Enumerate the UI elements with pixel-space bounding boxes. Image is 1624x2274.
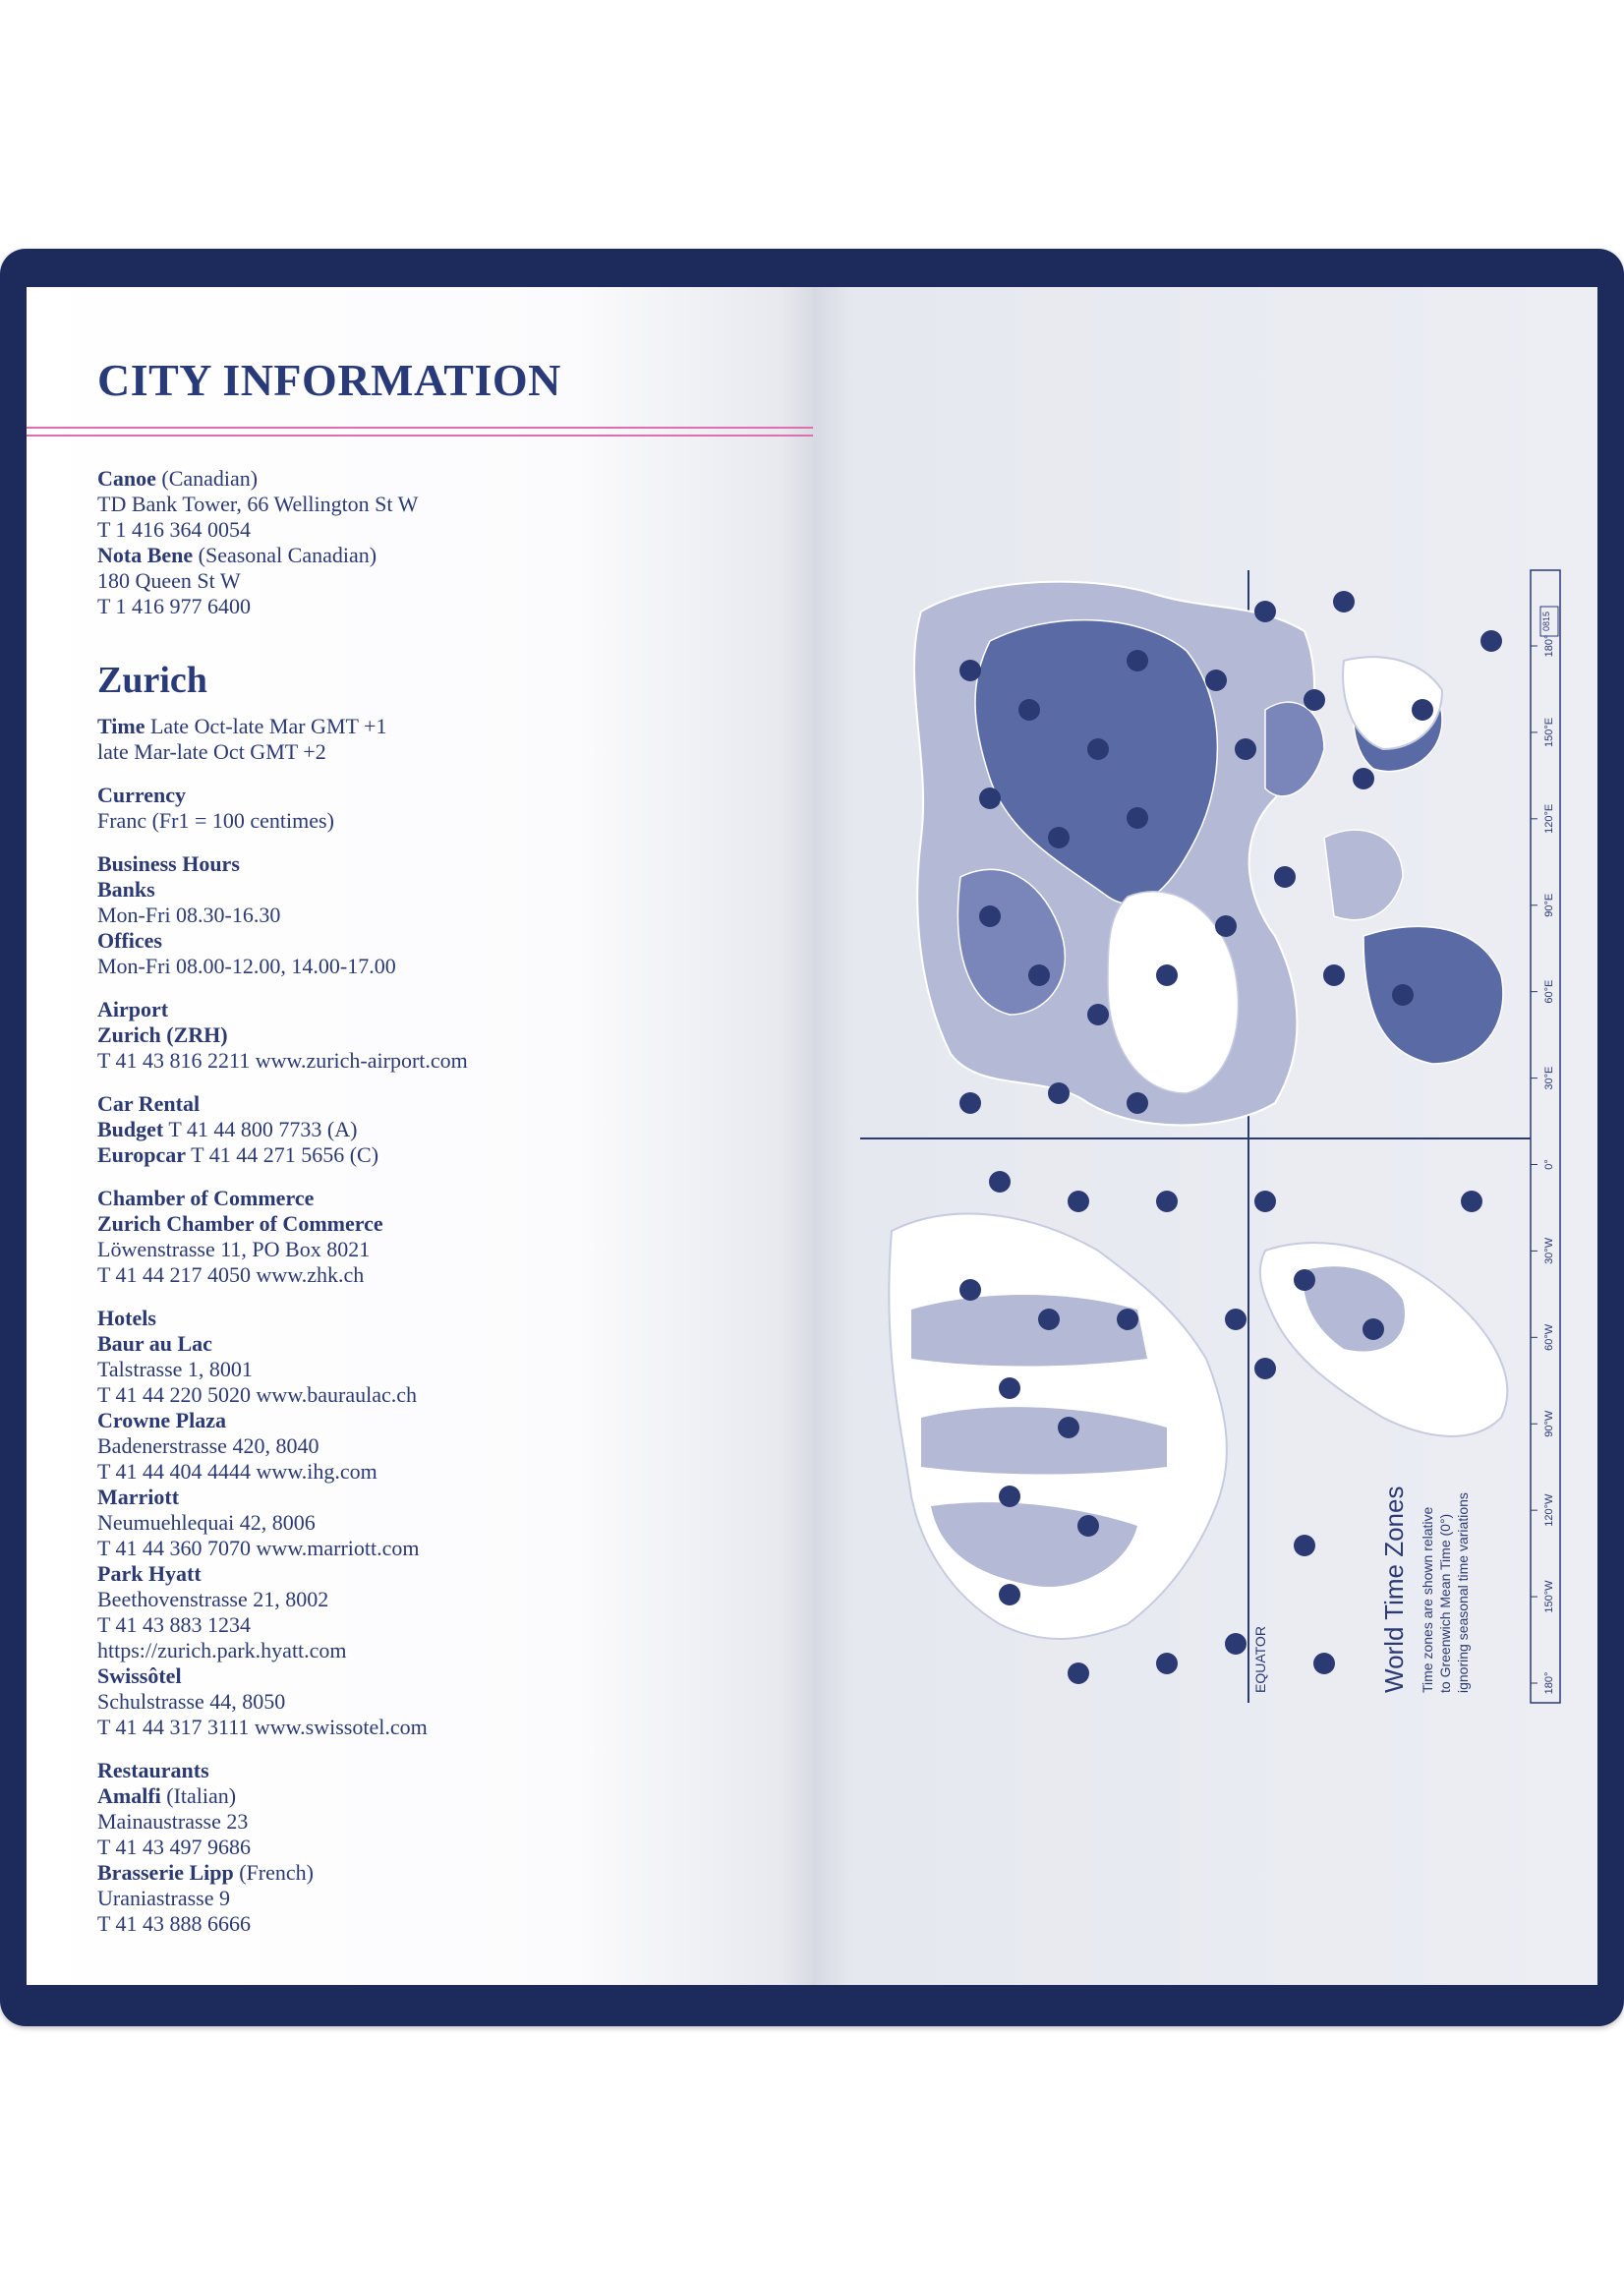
nota-bene-address: 180 Queen St W <box>97 568 241 593</box>
car-rental-label: Car Rental <box>97 1091 201 1116</box>
landmass-old-world <box>914 582 1503 1126</box>
chamber-address: Löwenstrasse 11, PO Box 8021 <box>97 1237 371 1261</box>
restaurant-name-row: Brasserie Lipp (French) <box>97 1860 314 1885</box>
longitude-scale-ticks <box>1531 635 1555 1695</box>
map-svg <box>813 287 1597 1985</box>
equator-label: EQUATOR <box>1252 1626 1268 1693</box>
canoe-address: TD Bank Tower, 66 Wellington St W <box>97 492 419 516</box>
listing-canoe: Canoe (Canadian) <box>97 466 259 491</box>
banks-label: Banks <box>97 877 155 902</box>
heading-rule-bottom <box>27 435 813 437</box>
right-page <box>813 287 1597 1985</box>
scale-tick-label: 180° <box>1543 1671 1555 1695</box>
map-caption-1: Time zones are shown relative <box>1420 1506 1435 1693</box>
banks-hours: Mon-Fri 08.30-16.30 <box>97 903 281 927</box>
hotel-address: Neumuehlequai 42, 8006 <box>97 1510 316 1535</box>
scale-tick-label: 30°W <box>1543 1237 1555 1264</box>
currency-label: Currency <box>97 783 187 807</box>
hotel-contact: T 41 44 404 4444 www.ihg.com <box>97 1459 377 1484</box>
heading-rule-top <box>27 427 813 429</box>
map-caption-2: to Greenwich Mean Time (0°) <box>1437 1513 1453 1693</box>
airport-contact: T 41 43 816 2211 www.zurich-airport.com <box>97 1048 468 1073</box>
restaurant-contact: T 41 43 497 9686 <box>97 1835 252 1859</box>
restaurant-contact: T 41 43 888 6666 <box>97 1911 252 1936</box>
restaurants-label: Restaurants <box>97 1758 209 1782</box>
scale-tick-label: 180° <box>1543 634 1555 658</box>
city-info-column <box>97 466 776 1937</box>
hotel-address: Schulstrasse 44, 8050 <box>97 1689 286 1714</box>
chamber-name: Zurich Chamber of Commerce <box>97 1211 383 1236</box>
city-title: Zurich <box>97 660 207 701</box>
hotel-contact: T 41 44 317 3111 www.swissotel.com <box>97 1715 428 1739</box>
car-rental-europcar: Europcar T 41 44 271 5656 (C) <box>97 1142 379 1167</box>
hotel-address: Talstrasse 1, 8001 <box>97 1357 253 1381</box>
hotel-contact: T 41 44 360 7070 www.marriott.com <box>97 1536 420 1560</box>
restaurant-name-row: Amalfi (Italian) <box>97 1783 237 1808</box>
time-row: Time Late Oct-late Mar GMT +1 <box>97 714 387 738</box>
hotel-name: Swissôtel <box>97 1663 182 1688</box>
hotel-name: Park Hyatt <box>97 1561 202 1586</box>
offices-hours: Mon-Fri 08.00-12.00, 14.00-17.00 <box>97 954 396 978</box>
hotel-name: Marriott <box>97 1485 180 1509</box>
scale-tick-label: 60°E <box>1543 979 1555 1004</box>
time-summer: late Mar-late Oct GMT +2 <box>97 739 326 764</box>
scale-tick-label: 90°E <box>1543 893 1555 917</box>
hotel-name: Baur au Lac <box>97 1331 212 1356</box>
canoe-phone: T 1 416 364 0054 <box>97 517 252 542</box>
scale-tick-label: 150°E <box>1543 717 1555 747</box>
hotel-contact: T 41 44 220 5020 www.bauraulac.ch <box>97 1382 418 1407</box>
restaurant-address: Mainaustrasse 23 <box>97 1809 249 1834</box>
hotels-label: Hotels <box>97 1306 156 1330</box>
scale-tick-label: 120°W <box>1543 1493 1555 1527</box>
left-page <box>27 287 813 1985</box>
scale-tick-label: 30°E <box>1543 1066 1555 1090</box>
hotel-address: Beethovenstrasse 21, 8002 <box>97 1587 329 1611</box>
hotel-website: https://zurich.park.hyatt.com <box>97 1638 347 1662</box>
chamber-label: Chamber of Commerce <box>97 1186 315 1210</box>
nota-bene-phone: T 1 416 977 6400 <box>97 594 252 618</box>
restaurant-address: Uraniastrasse 9 <box>97 1886 231 1910</box>
listing-nota-bene: Nota Bene (Seasonal Canadian) <box>97 543 377 567</box>
hotel-name: Crowne Plaza <box>97 1408 226 1432</box>
scale-tick-label: 60°W <box>1543 1323 1555 1351</box>
map-caption-3: ignoring seasonal time variations <box>1455 1492 1471 1693</box>
page-heading: CITY INFORMATION <box>97 355 561 405</box>
hotel-list <box>97 1331 776 1740</box>
scale-tick-label: 90°W <box>1543 1410 1555 1437</box>
map-title: World Time Zones <box>1379 1486 1409 1693</box>
scale-tick-label: 0° <box>1543 1159 1555 1170</box>
business-hours-label: Business Hours <box>97 851 240 876</box>
restaurant-list <box>97 1783 776 1937</box>
scale-tick-label: 150°W <box>1543 1580 1555 1613</box>
offices-label: Offices <box>97 928 162 953</box>
chamber-contact: T 41 44 217 4050 www.zhk.ch <box>97 1262 365 1287</box>
airport-name: Zurich (ZRH) <box>97 1022 228 1047</box>
corner-code: 0815 <box>1541 611 1551 632</box>
scale-tick-label: 120°E <box>1543 803 1555 834</box>
landmass-americas <box>889 1214 1507 1639</box>
hotel-address: Badenerstrasse 420, 8040 <box>97 1433 319 1458</box>
world-time-zone-map <box>813 287 1597 1985</box>
car-rental-budget: Budget T 41 44 800 7733 (A) <box>97 1117 358 1141</box>
hotel-contact: T 41 43 883 1234 <box>97 1612 252 1637</box>
airport-label: Airport <box>97 997 169 1021</box>
currency-value: Franc (Fr1 = 100 centimes) <box>97 808 334 833</box>
